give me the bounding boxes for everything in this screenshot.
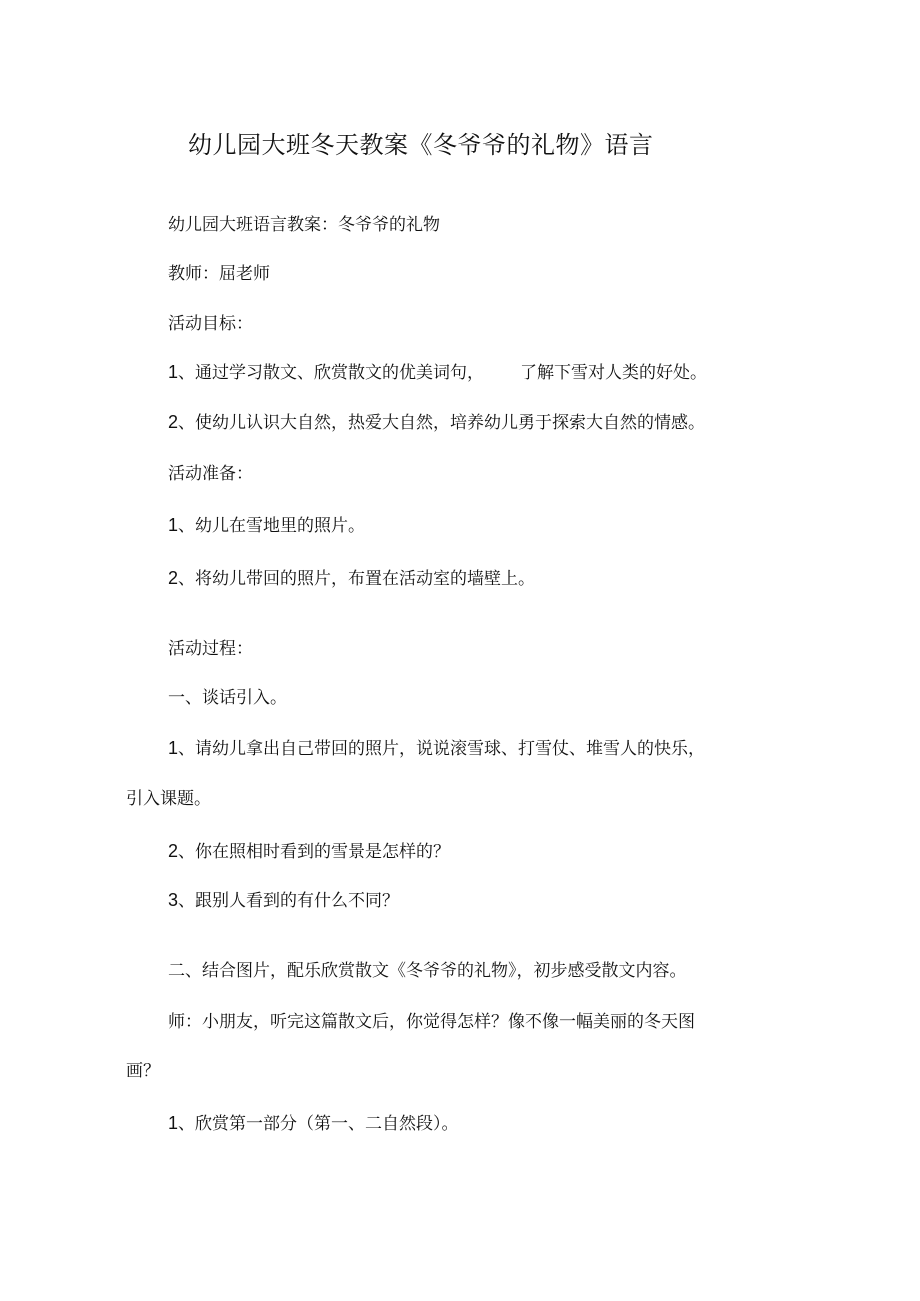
part1-item-3 <box>168 887 399 914</box>
subtitle: 幼儿园大班语言教案：冬爷爷的礼物 <box>168 215 440 235</box>
part1-item-1 <box>168 735 705 762</box>
part1-item-1-cont: 引入课题。 <box>126 789 211 809</box>
goal-item-text-cont: 了解下雪对人类的好处。 <box>520 363 708 383</box>
goal-item-number: 2 <box>168 412 179 432</box>
teacher-question: 师：小朋友，听完这篇散文后，你觉得怎样？像不像一幅美丽的冬天图 <box>168 1012 695 1032</box>
goal-item-text: 、使幼儿认识大自然，热爱大自然，培养幼儿勇于探索大自然的情感。 <box>178 413 706 433</box>
teacher-question-cont: 画？ <box>126 1061 160 1081</box>
teacher-line: 教师：屈老师 <box>168 264 270 284</box>
prep-item-2 <box>168 565 535 592</box>
goal-item-text: 、通过学习散文、欣赏散文的优美词句， <box>178 363 485 383</box>
part1-item-number: 3 <box>168 890 179 910</box>
goal-item-2 <box>168 409 705 436</box>
prep-item-1 <box>168 512 365 539</box>
part2-item-text: 、欣赏第一部分（第一、二自然段）。 <box>178 1114 459 1134</box>
process-heading: 活动过程： <box>168 639 253 659</box>
goal-item-1 <box>168 359 707 386</box>
prep-item-number: 2 <box>168 568 179 588</box>
part1-item-number: 1 <box>168 738 179 758</box>
prep-item-number: 1 <box>168 515 179 535</box>
part1-heading: 一、谈话引入。 <box>168 688 287 708</box>
document-title: 幼儿园大班冬天教案《冬爷爷的礼物》语言 <box>188 131 654 159</box>
part1-item-number: 2 <box>168 841 179 861</box>
part1-item-text: 、你在照相时看到的雪景是怎样的？ <box>178 842 451 862</box>
part1-item-text: 、跟别人看到的有什么不同？ <box>178 891 400 911</box>
goals-heading: 活动目标： <box>168 314 253 334</box>
part1-item-text: 、请幼儿拿出自己带回的照片，说说滚雪球、打雪仗、堆雪人的快乐， <box>178 739 706 759</box>
part2-item-1 <box>168 1110 459 1137</box>
part2-heading: 二、结合图片，配乐欣赏散文《冬爷爷的礼物》，初步感受散文内容。 <box>168 961 687 981</box>
part2-item-number: 1 <box>168 1113 179 1133</box>
goal-item-number: 1 <box>168 362 179 382</box>
part1-item-2 <box>168 838 450 865</box>
prep-item-text: 、幼儿在雪地里的照片。 <box>178 516 366 536</box>
prep-heading: 活动准备： <box>168 464 253 484</box>
prep-item-text: 、将幼儿带回的照片，布置在活动室的墙壁上。 <box>178 569 536 589</box>
